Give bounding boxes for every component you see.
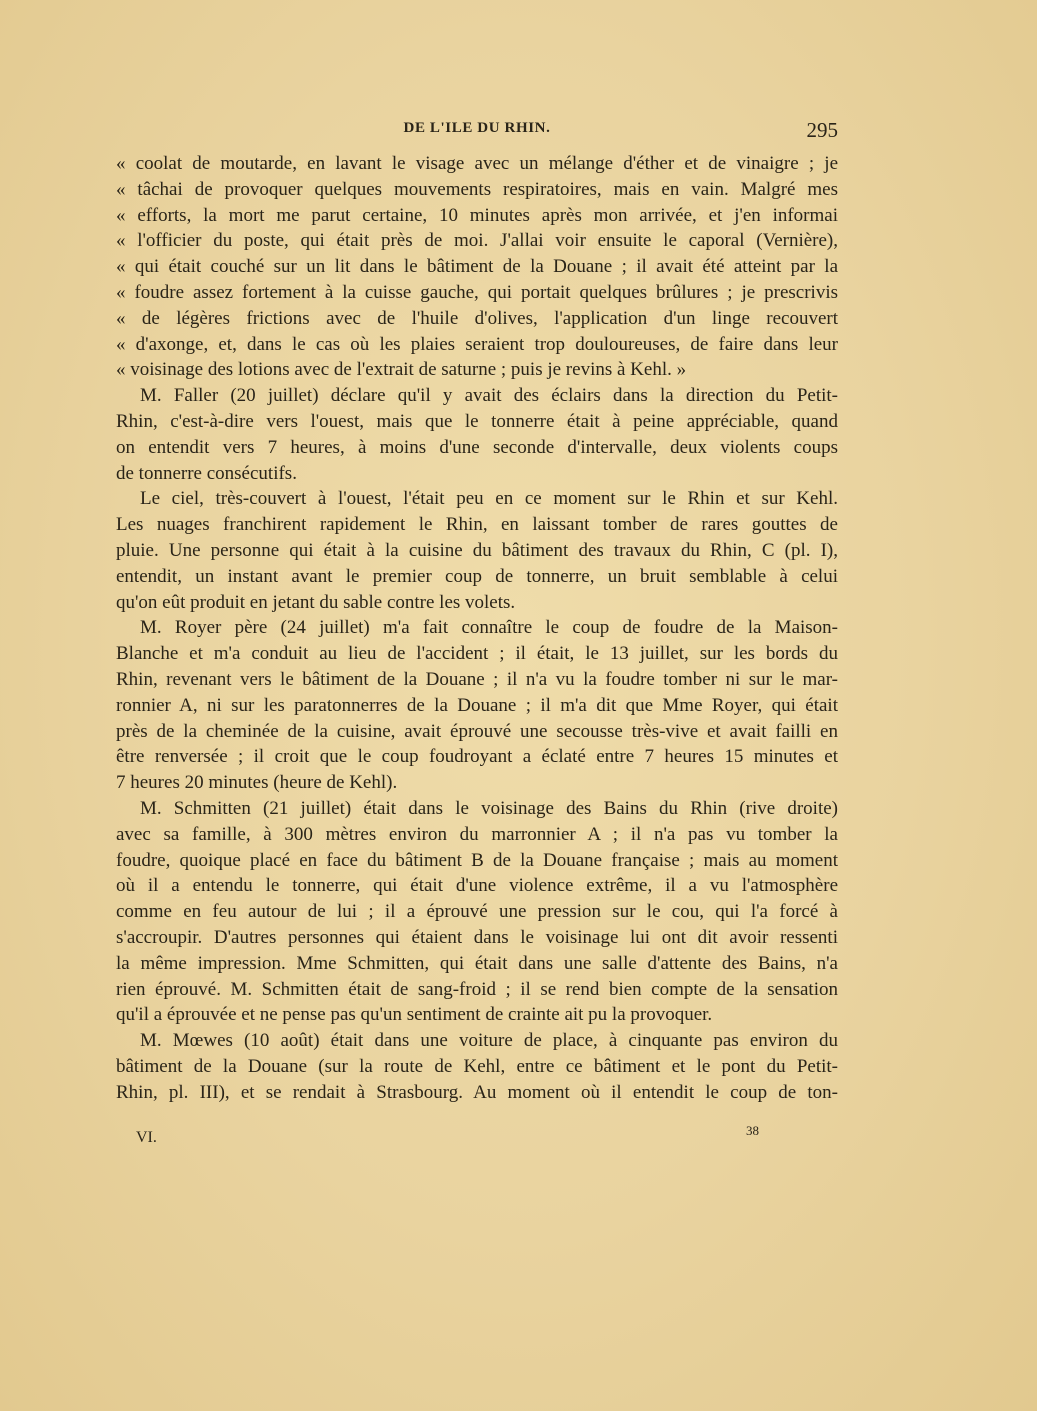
text-line: Blanche et m'a conduit au lieu de l'accident ; il était, le 13 juillet, sur les bords du xyxy=(116,643,838,665)
text-line: « coolat de moutarde, en lavant le visage avec un mélange d'éther et de vinaigre ; je xyxy=(116,153,838,174)
text-line: près de la cheminée de la cuisine, avait éprouvé une secousse très-vive et avait failli en xyxy=(116,720,838,742)
text-line: « efforts, la mort me parut certaine, 10 minutes après mon arrivée, et j'en informai xyxy=(116,204,838,226)
signature-mark: VI. xyxy=(136,1129,157,1146)
text-line: bâtiment de la Douane (sur la route de Kehl, entre ce bâtiment et le pont du Petit- xyxy=(116,1055,838,1077)
text-line: la même impression. Mme Schmitten, qui était dans une salle d'attente des Bains, n'a xyxy=(116,952,838,974)
text-line: « de légères frictions avec de l'huile d'olives, l'application d'un linge recouvert xyxy=(116,307,838,329)
text-line: qu'il a éprouvée et ne pense pas qu'un sentiment de crainte ait pu la provoquer. xyxy=(116,1004,713,1026)
text-line: M. Schmitten (21 juillet) était dans le voisinage des Bains du Rhin (rive droite) xyxy=(140,797,838,819)
text-line: Le ciel, très-couvert à l'ouest, l'était peu en ce moment sur le Rhin et sur Kehl. xyxy=(140,488,838,510)
signature-number: 38 xyxy=(746,1123,759,1138)
body-text xyxy=(116,151,838,1105)
text-line: Rhin, c'est-à-dire vers l'ouest, mais que le tonnerre était à peine appréciable, quand xyxy=(116,410,838,432)
text-line: où il a entendu le tonnerre, qui était d'une violence extrême, il a vu l'atmosphère xyxy=(116,875,838,897)
text-line: « voisinage des lotions avec de l'extrait de saturne ; puis je revins à Kehl. » xyxy=(116,359,687,381)
text-line: Rhin, pl. III), et se rendait à Strasbourg. Au moment où il entendit le coup de ton- xyxy=(116,1081,838,1103)
text-line: qu'on eût produit en jetant du sable contre les volets. xyxy=(116,591,516,613)
text-line: de tonnerre consécutifs. xyxy=(116,462,297,484)
text-line: M. Mœwes (10 août) était dans une voiture de place, à cinquante pas environ du xyxy=(140,1030,838,1052)
text-line: 7 heures 20 minutes (heure de Kehl). xyxy=(116,772,398,794)
text-line: « l'officier du poste, qui était près de moi. J'allai voir ensuite le caporal (Vernière), xyxy=(116,230,838,252)
text-line: M. Faller (20 juillet) déclare qu'il y avait des éclairs dans la direction du Petit- xyxy=(140,385,838,407)
page-header xyxy=(116,118,838,142)
text-line: « foudre assez fortement à la cuisse gauche, qui portait quelques brûlures ; je prescrivis xyxy=(116,281,838,303)
page-number: 295 xyxy=(806,118,838,142)
text-line: on entendit vers 7 heures, à moins d'une seconde d'intervalle, deux violents coups xyxy=(116,436,838,458)
text-line: comme en feu autour de lui ; il a éprouvé une pression sur le cou, qui l'a forcé à xyxy=(116,901,838,923)
text-line: entendit, un instant avant le premier coup de tonnerre, un bruit semblable à celui xyxy=(116,565,838,587)
text-line: « tâchai de provoquer quelques mouvements respiratoires, mais en vain. Malgré mes xyxy=(116,178,838,200)
text-line: s'accroupir. D'autres personnes qui étaient dans le voisinage lui ont dit avoir ressenti xyxy=(116,926,838,948)
text-line: foudre, quoique placé en face du bâtiment B de la Douane française ; mais au moment xyxy=(116,849,838,871)
text-line: rien éprouvé. M. Schmitten était de sang-froid ; il se rend bien compte de la sensation xyxy=(116,978,838,1000)
text-line: « qui était couché sur un lit dans le bâtiment de la Douane ; il avait été atteint par la xyxy=(116,256,838,278)
text-line: ronnier A, ni sur les paratonnerres de la Douane ; il m'a dit que Mme Royer, qui était xyxy=(116,694,838,716)
page-footer xyxy=(116,1125,838,1149)
text-line: « d'axonge, et, dans le cas où les plaies seraient trop douloureuses, de faire dans leur xyxy=(116,333,838,355)
text-line: M. Royer père (24 juillet) m'a fait connaître le coup de foudre de la Maison- xyxy=(140,617,838,639)
text-line: Rhin, revenant vers le bâtiment de la Douane ; il n'a vu la foudre tomber ni sur le mar- xyxy=(116,668,838,690)
text-line: avec sa famille, à 300 mètres environ du marronnier A ; il n'a pas vu tomber la xyxy=(116,823,838,845)
text-line: pluie. Une personne qui était à la cuisine du bâtiment des travaux du Rhin, C (pl. I), xyxy=(116,539,838,561)
text-line: Les nuages franchirent rapidement le Rhin, en laissant tomber de rares gouttes de xyxy=(116,514,838,536)
running-title: DE L'ILE DU RHIN. xyxy=(403,120,551,136)
text-line: être renversée ; il croit que le coup foudroyant a éclaté entre 7 heures 15 minutes et xyxy=(116,746,838,768)
